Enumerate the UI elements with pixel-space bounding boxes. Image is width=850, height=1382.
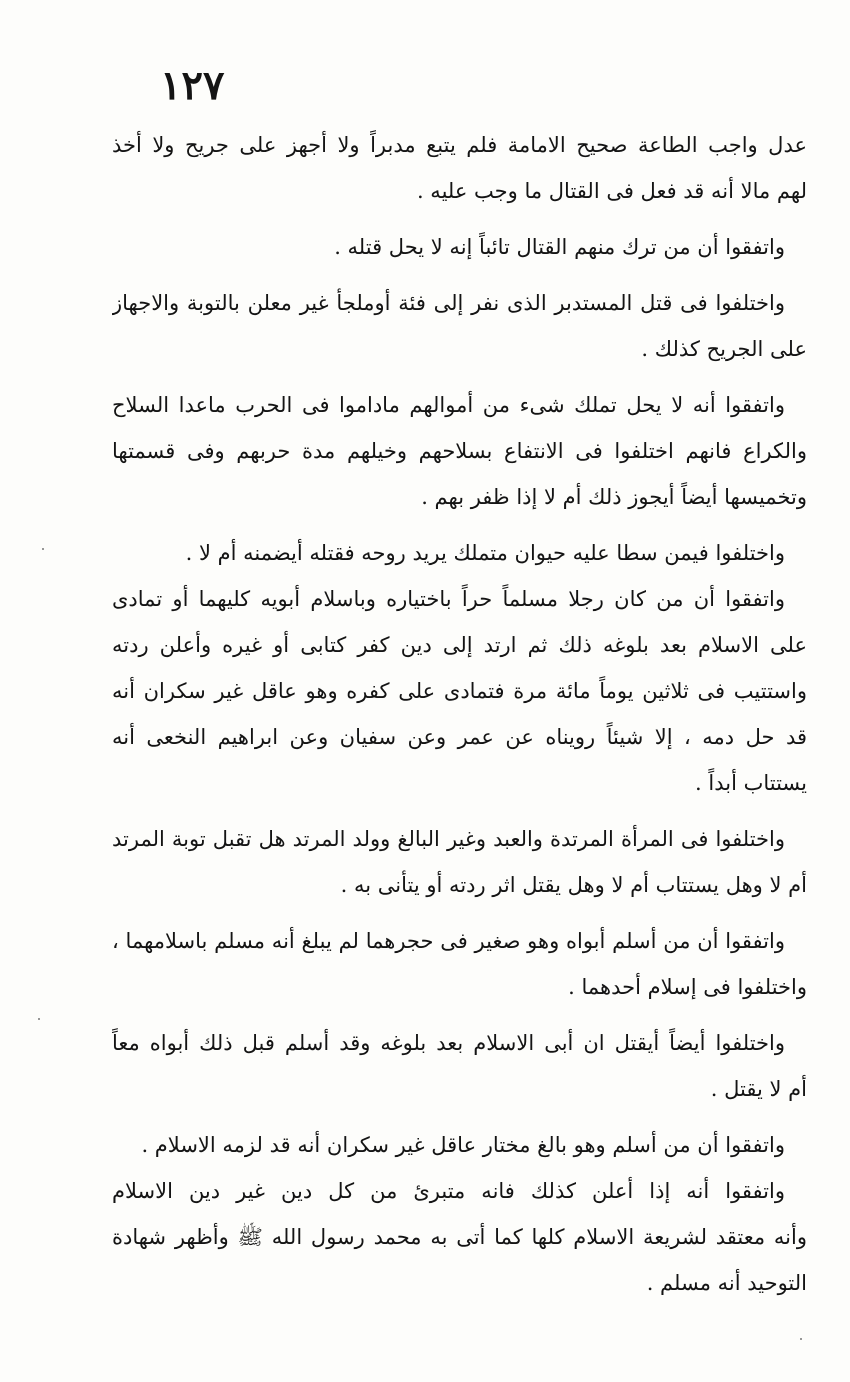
text-line: واتفقوا أن من ترك منهم القتال تائباً إنه لا يحل قتله . <box>334 235 785 259</box>
paragraph <box>112 280 807 372</box>
text-line: واتفقوا أنه لا يحل تملك شىء من أموالهم ماداموا فى الحرب ماعدا السلاح <box>112 393 785 417</box>
text-line: عدل واجب الطاعة صحيح الامامة فلم يتبع مدبراً ولا أجهز على جريح ولا أخذ <box>112 133 807 157</box>
page-number: ١٢٧ <box>160 62 225 109</box>
paragraph <box>112 224 807 270</box>
text-line: أم لا وهل يستتاب أم لا وهل يقتل اثر ردته أو يتأنى به . <box>340 873 807 897</box>
text-line: والكراع فانهم اختلفوا فى الانتفاع بسلاحهم وخيلهم مدة حربهم وفى قسمتها <box>112 439 807 463</box>
paragraph <box>112 1020 807 1112</box>
text-line: واتفقوا أنه إذا أعلن كذلك فانه متبرئ من كل دين غير دين الاسلام <box>112 1179 785 1203</box>
text-line: لهم مالا أنه قد فعل فى القتال ما وجب عليه . <box>416 179 807 203</box>
page-body-text <box>112 122 807 1316</box>
text-line: على الجريح كذلك . <box>641 337 807 361</box>
text-line: واتفقوا أن من كان رجلا مسلماً حراً باختياره وباسلام أبويه كليهما أو تمادى <box>112 587 785 611</box>
text-line: وتخميسها أيضاً أيجوز ذلك أم لا إذا ظفر بهم . <box>421 485 807 509</box>
paragraph <box>112 530 807 576</box>
text-line: واختلفوا أيضاً أيقتل ان أبى الاسلام بعد بلوغه وقد أسلم قبل ذلك أبواه معاً <box>112 1031 785 1055</box>
text-line: قد حل دمه ، إلا شيئاً رويناه عن عمر وعن سفيان وعن ابراهيم النخعى أنه <box>112 725 807 749</box>
scan-speck <box>800 1338 802 1340</box>
paragraph <box>112 382 807 520</box>
paragraph <box>112 1122 807 1168</box>
text-line: على الاسلام بعد بلوغه ذلك ثم ارتد إلى دين كفر كتابى أو غيره وأعلن ردته <box>112 633 807 657</box>
text-line: واتفقوا أن من أسلم وهو بالغ مختار عاقل غير سكران أنه قد لزمه الاسلام . <box>141 1133 785 1157</box>
paragraph <box>112 122 807 214</box>
text-line: أم لا يقتل . <box>710 1077 807 1101</box>
text-line: واختلفوا فى المرأة المرتدة والعبد وغير البالغ وولد المرتد هل تقبل توبة المرتد <box>112 827 785 851</box>
text-line: يستتاب أبداً . <box>695 771 807 795</box>
text-line: واختلفوا فيمن سطا عليه حيوان متملك يريد روحه فقتله أيضمنه أم لا . <box>185 541 785 565</box>
paragraph <box>112 816 807 908</box>
text-line: التوحيد أنه مسلم . <box>646 1271 807 1295</box>
text-line: واتفقوا أن من أسلم أبواه وهو صغير فى حجرهما لم يبلغ أنه مسلم باسلامهما ، <box>112 929 785 953</box>
scan-speck <box>42 548 44 550</box>
text-line: وأنه معتقد لشريعة الاسلام كلها كما أتى به محمد رسول الله ﷺ وأظهر شهادة <box>112 1225 807 1249</box>
paragraph <box>112 576 807 806</box>
text-line: واختلفوا فى إسلام أحدهما . <box>568 975 807 999</box>
paragraph <box>112 918 807 1010</box>
text-line: واستتيب فى ثلاثين يوماً مائة مرة فتمادى على كفره وهو عاقل غير سكران أنه <box>112 679 807 703</box>
text-line: واختلفوا فى قتل المستدبر الذى نفر إلى فئة أوملجأ غير معلن بالتوبة والاجهاز <box>112 291 785 315</box>
scan-speck <box>38 1018 40 1020</box>
paragraph <box>112 1168 807 1306</box>
